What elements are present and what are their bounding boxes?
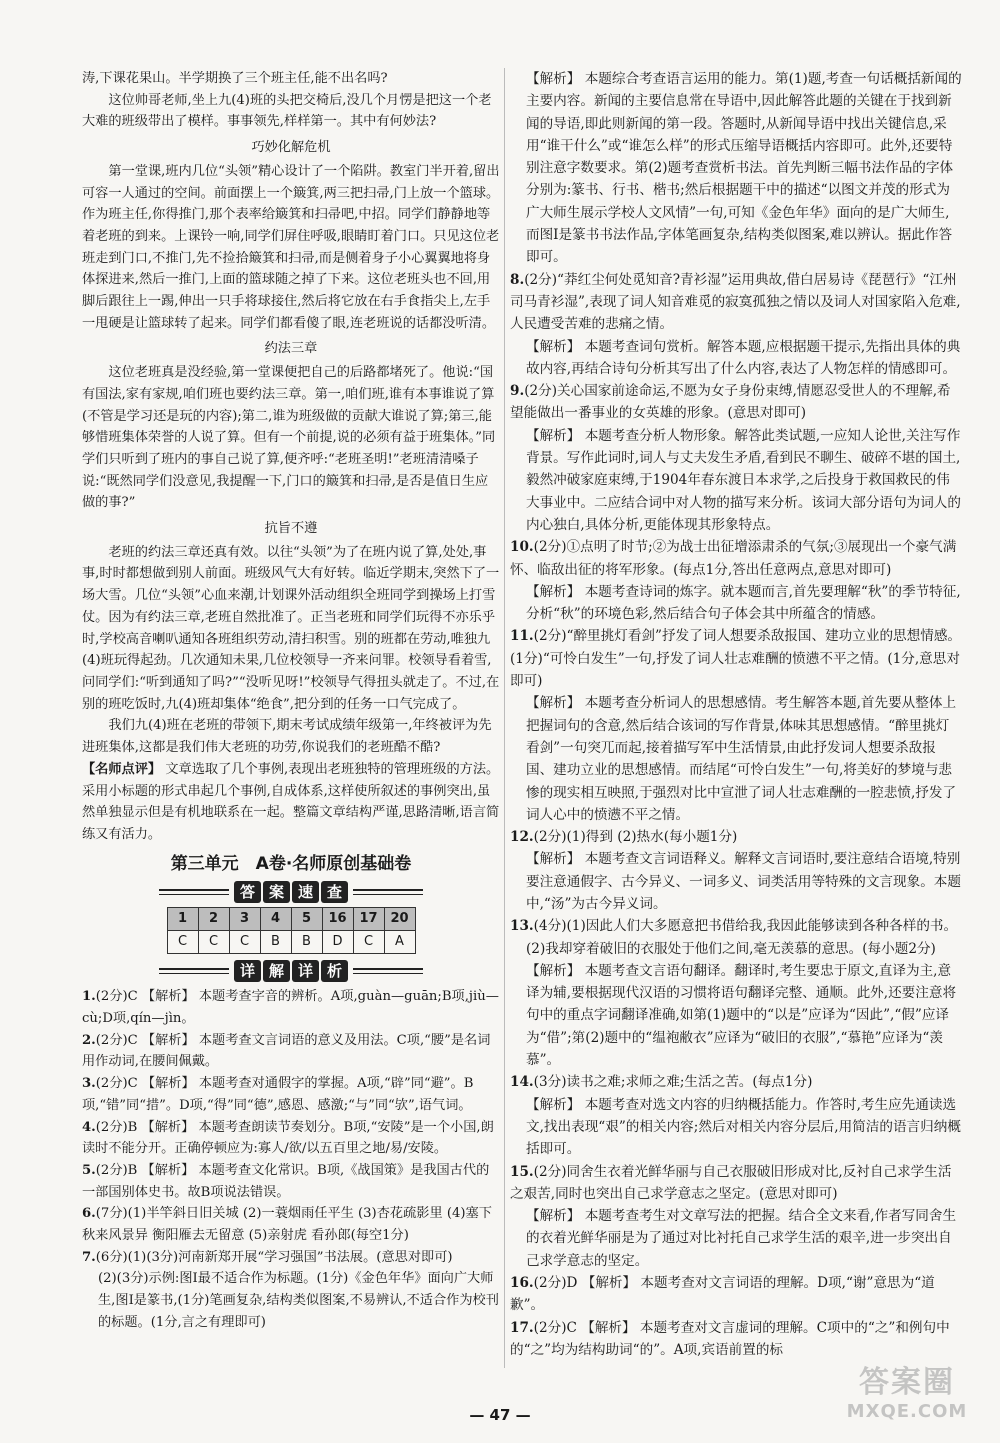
answer-cell: B — [291, 931, 322, 954]
banner-char: 详 — [234, 960, 261, 982]
banner-char: 解 — [263, 960, 290, 982]
item-text: 【解析】 本题考查分析人物形象。解答此类试题,一应知人论世,关注写作背景。写作此词时,词人与丈夫发生矛盾,看到民不聊生、破碎不堪的国土,毅然冲破家庭束缚,于1904年春东渡日本求学,之后投身于救国救民的伟大事业中。二应结合词中对人物的描写来分析。该词大部分语句为词人的内心独白,具体分析,更能体现其形象特点。 — [526, 427, 961, 533]
answer-item — [82, 1268, 500, 1333]
answer-item — [510, 1161, 962, 1206]
item-number: 1. — [82, 989, 96, 1005]
item-number: 12. — [510, 829, 534, 846]
answer-item — [82, 1247, 500, 1269]
answer-table — [167, 907, 416, 954]
item-text: (2分)C 【解析】 本题考查字音的辨析。A项,guàn—guān;B项,jiù—cù;D项,qín—jìn。 — [82, 989, 499, 1027]
item-text: 【解析】 本题考查分析词人的思想感情。考生解答本题,首先要从整体上把握词句的含意,然后结合该词的写作背景,体味其思想感情。“醉里挑灯看剑”一句突兀而起,接着描写军中生活情景,由此抒发词人想要杀敌报国、建功立业的思想感情。而结尾“可怜白发生”一句,将美好的梦境与悲惨的现实相互映照,于强烈对比中宣泄了词人壮志难酬的一腔悲愤,抒发了词人心中的愤懑不平之情。 — [526, 695, 957, 823]
banner-char: 案 — [263, 881, 290, 903]
answer-cell: A — [384, 931, 415, 954]
item-text: (2分)“醉里挑灯看剑”抒发了词人想要杀敌报国、建功立业的思想情感。(1分)“可怜白发生”一句,抒发了词人壮志难酬的愤懑不平之情。(1分,意思对即可) — [510, 628, 962, 690]
watermark-logo — [832, 1365, 982, 1429]
answer-item — [82, 1073, 500, 1116]
item-text: (7分)(1)半竿斜日旧关城 (2)一蓑烟雨任平生 (3)杏花疏影里 (4)塞下秋来风景异 衡阳雁去无留意 (5)亲射虎 看孙郎(每空1分) — [82, 1206, 492, 1244]
item-number: 13. — [510, 918, 534, 935]
answer-item — [510, 1094, 962, 1161]
banner-char: 答 — [234, 881, 261, 903]
paragraph: 老班的约法三章还真有效。以往“头领”为了在班内说了算,处处,事事,时时都想做到别人前面。班级风气大有好转。临近学期末,突然下了一场大雪。几位“头领”心血来潮,计划课外活动组织全班同学到操场上打雪仗。因为有约法三章,老班自然批准了。正当老班和同学们玩得不亦乐乎时,学校高音喇叭通知各班组织劳动,清扫积雪。别的班都在劳动,唯独九(4)班玩得起劲。几次通知未果,几位校领导一齐来问罪。校领导看着雪,问同学们:“听到通知了吗?”“没听见呀!”校领导气得扭头就走了。不过,在别的班吃饭时,九(4)班却集体“绝食”,把分到的任务一口气完成了。 — [82, 544, 500, 712]
answer-item — [510, 1205, 962, 1272]
item-text: (2分)D 【解析】 本题考查对文言词语的理解。D项,“谢”意思为“道歉”。 — [510, 1275, 935, 1314]
answer-item — [82, 1030, 500, 1073]
item-number: 15. — [510, 1163, 534, 1180]
item-text: (2分)C 【解析】 本题考查对文言虚词的理解。C项中的“之”和例句中的“之”均为结构助词“的”。A项,宾语前置的标 — [510, 1319, 950, 1358]
watermark-bottom: MXQE.COM — [846, 1401, 968, 1422]
answer-item — [510, 692, 962, 826]
item-text: 【解析】 本题综合考查语言运用的能力。第(1)题,考查一句话概括新闻的主要内容。新闻的主要信息常在导语中,因此解答此题的关键在于找到新闻的导语,即此则新闻的第一段。答题时,从新闻导语中找出关键信息,采用“谁干什么”或“谁怎么样”的形式压缩导语概括内容即可。此外,还要特别注意字数要求。第(2)题考查赏析书法。首先判断三幅书法作品的字体分别为:篆书、行书、楷书;然后根据题干中的描述“以图文并茂的形式为广大师生展示学校人文风情”一句,可知《金色年华》面向的是广大师生,而图Ⅰ是篆书书法作品,字体笔画复杂,结构类似图案,难以辨认。据此作答即可。 — [526, 71, 962, 266]
answer-cell: C — [353, 931, 384, 954]
unit-title: 第三单元 A卷·名师原创基础卷 — [170, 853, 412, 874]
question-number: 5 — [291, 908, 322, 931]
paragraph: 我们九(4)班在老班的带领下,期末考试成绩年级第一,年终被评为先进班集体,这都是我们伟大老班的功劳,你说我们的老班酷不酷? — [82, 718, 492, 756]
answer-table-header — [167, 908, 415, 931]
answer-item — [510, 536, 962, 581]
answer-item — [510, 938, 962, 960]
answer-item — [510, 960, 962, 1071]
item-number: 14. — [510, 1074, 534, 1091]
question-number: 17 — [353, 908, 384, 931]
item-text: (2分)“莽红尘何处觅知音?青衫湿”运用典故,借白居易诗《琵琶行》“江州司马青衫湿”,表现了词人知音难觅的寂寞孤独之情以及词人对国家陷入危难,人民遭受苦难的悲痛之情。 — [510, 271, 961, 333]
subheading: 巧妙化解危机 — [251, 140, 331, 156]
item-text: (2分)(1)得到 (2)热水(每小题1分) — [533, 829, 738, 846]
answer-item — [510, 625, 962, 692]
subheading: 抗旨不遵 — [264, 521, 318, 537]
item-text: 【解析】 本题考查文言词语释义。解释文言词语时,要注意结合语境,特别要注意通假字、古今异义、一词多义、词类活用等特殊的文言现象。本题中,“汤”为古今异义词。 — [526, 851, 961, 912]
answer-item — [510, 1071, 962, 1093]
answer-cell: C — [167, 931, 198, 954]
answer-item — [510, 826, 962, 848]
banner-char: 速 — [292, 881, 319, 903]
banner-rule — [353, 968, 423, 974]
watermark-top: 答案圈 — [859, 1365, 955, 1400]
paragraph: 涛,下课花果山。半学期换了三个班主任,能不出名吗? — [82, 71, 388, 86]
item-text: (2分)C 【解析】 本题考查文言词语的意义及用法。C项,“腰”是名词用作动词,在腰间佩戴。 — [82, 1032, 491, 1070]
question-number: 2 — [198, 908, 229, 931]
item-text: 【解析】 本题考查考生对文章写法的把握。结合全文来看,作者写同舍生的衣着光鲜华丽是为了通过对比衬托自己求学生活的艰辛,进一步突出自己求学意志的坚定。 — [526, 1208, 957, 1269]
item-number: 5. — [82, 1162, 96, 1178]
answer-item — [510, 68, 962, 269]
item-number: 2. — [82, 1032, 96, 1048]
answer-item — [82, 1117, 500, 1160]
answer-item — [82, 986, 500, 1029]
item-number: 9. — [510, 383, 525, 400]
banner-rule — [159, 968, 229, 974]
answer-item — [82, 1203, 500, 1246]
review-tag: 【名师点评】 — [82, 761, 162, 777]
answer-item — [510, 380, 962, 425]
answer-table-row — [167, 931, 415, 954]
banner-char: 详 — [292, 960, 319, 982]
question-number: 1 — [167, 908, 198, 931]
answer-cell: C — [198, 931, 229, 954]
answer-item — [510, 581, 962, 626]
item-text: (2分)B 【解析】 本题考查文化常识。B项,《战国策》是我国古代的一部国别体史书。故B项说法错误。 — [82, 1162, 490, 1200]
item-text: (6分)(1)(3分)河南新郑开展“学习强国”书法展。(意思对即可) — [95, 1249, 453, 1265]
item-text: (2分)B 【解析】 本题考查朗读节奏划分。B项,“安陵”是一个小国,朗读时不能分开。正确停顿应为:寡人/欲/以五百里之地/易/安陵。 — [82, 1119, 494, 1157]
paragraph: 这位帅哥老师,坐上九(4)班的头把交椅后,没几个月愣是把这一个老大难的班级带出了模样。事事领先,样样第一。其中有何妙法? — [82, 92, 492, 130]
answer-item — [82, 1160, 500, 1203]
page-number: — 47 — — [469, 1406, 531, 1424]
item-text: (4分)(1)因此人们大多愿意把书借给我,我因此能够读到各种各样的书。 — [533, 918, 958, 935]
answer-cell: D — [322, 931, 353, 954]
banner-rule — [159, 889, 229, 895]
item-text: 【解析】 本题考查词句赏析。解答本题,应根据题干提示,先指出具体的典故内容,再结合诗句分析其写出了什么内容,表达了人物怎样的情感即可。 — [526, 338, 961, 377]
banner-rule — [353, 889, 423, 895]
item-number: 7. — [82, 1249, 96, 1265]
item-text: 【解析】 本题考查对选文内容的归纳概括能力。作答时,考生应先通读选文,找出表现“艰”的相关内容;然后对相关内容分层后,用简洁的语言归纳概括即可。 — [526, 1096, 961, 1158]
answer-item — [510, 915, 962, 937]
paragraph: 这位老班真是没经验,第一堂课便把自己的后路都堵死了。他说:“国有国法,家有家规,咱们班也要约法三章。第一,咱们班,谁有本事谁说了算(不管是学习还是玩的内容);第二,谁为班级做的贡献大谁说了算;第三,能够惜班集体荣誉的人说了算。但有一个前提,说的必须有益于班集体。”同学们只听到了班内的事自己说了算,便齐呼:“老班圣明!”老班清清嗓子说:“既然同学们没意见,我提醒一下,门口的簸箕和扫帚,是否是值日生应做的事?” — [82, 365, 496, 511]
subheading: 约法三章 — [264, 341, 318, 357]
explanation-banner — [82, 960, 500, 982]
item-text: (2分)关心国家前途命运,不愿为女子身份束缚,情愿忍受世人的不理解,希望能做出一番事业的女英雄的形象。(意思对即可) — [510, 383, 951, 422]
item-number: 17. — [510, 1319, 534, 1336]
item-number: 3. — [82, 1076, 96, 1092]
question-number: 16 — [322, 908, 353, 931]
answer-cell: B — [260, 931, 291, 954]
answer-banner — [82, 881, 500, 903]
teacher-review — [82, 759, 500, 846]
item-text: (2分)C 【解析】 本题考查对通假字的掌握。A项,“辟”同“避”。B项,“错”同“措”。D项,“得”同“德”,感恩、感激;“与”同“欤”,语气词。 — [82, 1076, 474, 1113]
item-text: (2分)同舍生衣着光鲜华丽与自己衣服破旧形成对比,反衬自己求学生活之艰苦,同时也突出自己求学意志之坚定。(意思对即可) — [510, 1163, 952, 1202]
review-text: 文章选取了几个事例,表现出老班独特的管理班级的方法。采用小标题的形式串起几个事例,自成体系,这样使所叙述的事例突出,虽然单独显示但是有机地联系在一起。整篇文章结构严谨,思路清晰,语言简练又有活力。 — [82, 761, 500, 842]
item-text: (3分)读书之难;求师之难;生活之苦。(每点1分) — [533, 1074, 813, 1091]
answer-item — [510, 1317, 962, 1362]
answer-item — [510, 1272, 962, 1317]
item-text: (2分)①点明了时节;②为战士出征增添肃杀的气氛;③展现出一个豪气满怀、临敌出征的将军形象。(每点1分,答出任意两点,意思对即可) — [510, 539, 957, 578]
item-text: (2)(3分)示例:图Ⅰ最不适合作为标题。(1分)《金色年华》面向广大师生,图Ⅰ是篆书,(1分)笔画复杂,结构类似图案,不易辨认,不适合作为校刊的标题。(1分,言之有理即可) — [98, 1271, 499, 1330]
banner-char: 查 — [321, 881, 348, 903]
column-divider — [504, 68, 505, 1368]
left-column — [82, 68, 500, 1334]
answer-cell: C — [229, 931, 260, 954]
paragraph: 第一堂课,班内几位“头领”精心设计了一个陷阱。教室门半开着,留出可容一人通过的空间。前面摆上一个簸箕,两三把扫帚,门上放一个篮球。作为班主任,你得推门,那个表率给簸箕和扫帚吧,中招。同学们静静地等着老班的到来。上课铃一响,同学们屏住呼吸,眼睛盯着门口。只见这位老班走到门口,不推门,先不捡拾簸箕和扫帚,而是侧着身子小心翼翼地将身体探进来,然后一推门,上面的篮球随之掉了下来。这位老班头也不回,用脚后跟往上一踢,伸出一只手将球接住,然后将它放在右手食指尖上,左手一甩硬是让篮球转了起来。同学们都看傻了眼,连老班说的话都没听清。 — [82, 163, 500, 331]
item-number: 11. — [510, 628, 534, 645]
right-column — [510, 68, 962, 1361]
item-number: 4. — [82, 1119, 96, 1135]
item-number: 10. — [510, 539, 534, 556]
item-number: 16. — [510, 1275, 534, 1292]
item-number: 8. — [510, 271, 525, 288]
item-text: (2)我却穿着破旧的衣服处于他们之间,毫无羡慕的意思。(每小题2分) — [526, 940, 936, 957]
question-number: 3 — [229, 908, 260, 931]
item-text: 【解析】 本题考查文言语句翻译。翻译时,考生要忠于原文,直译为主,意译为辅,要根据现代汉语的习惯将语句翻译完整、通顺。此外,还要注意将句中的重点字词翻译准确,如第(1)题中的“以是”应译为“因此”,“假”应译为“借”;第(2)题中的“缊袍敝衣”应译为“破旧的衣服”,“慕艳”应译为“羡慕”。 — [526, 962, 957, 1069]
answer-item — [510, 336, 962, 381]
answer-item — [510, 425, 962, 536]
item-number: 6. — [82, 1206, 96, 1222]
answer-item — [510, 269, 962, 336]
banner-char: 析 — [321, 960, 348, 982]
question-number: 4 — [260, 908, 291, 931]
question-number: 20 — [384, 908, 415, 931]
answer-item — [510, 848, 962, 915]
item-text: 【解析】 本题考查诗词的炼字。就本题而言,首先要理解“秋”的季节特征,分析“秋”的环境色彩,然后结合句子体会其中所蕴含的情感。 — [526, 583, 961, 623]
